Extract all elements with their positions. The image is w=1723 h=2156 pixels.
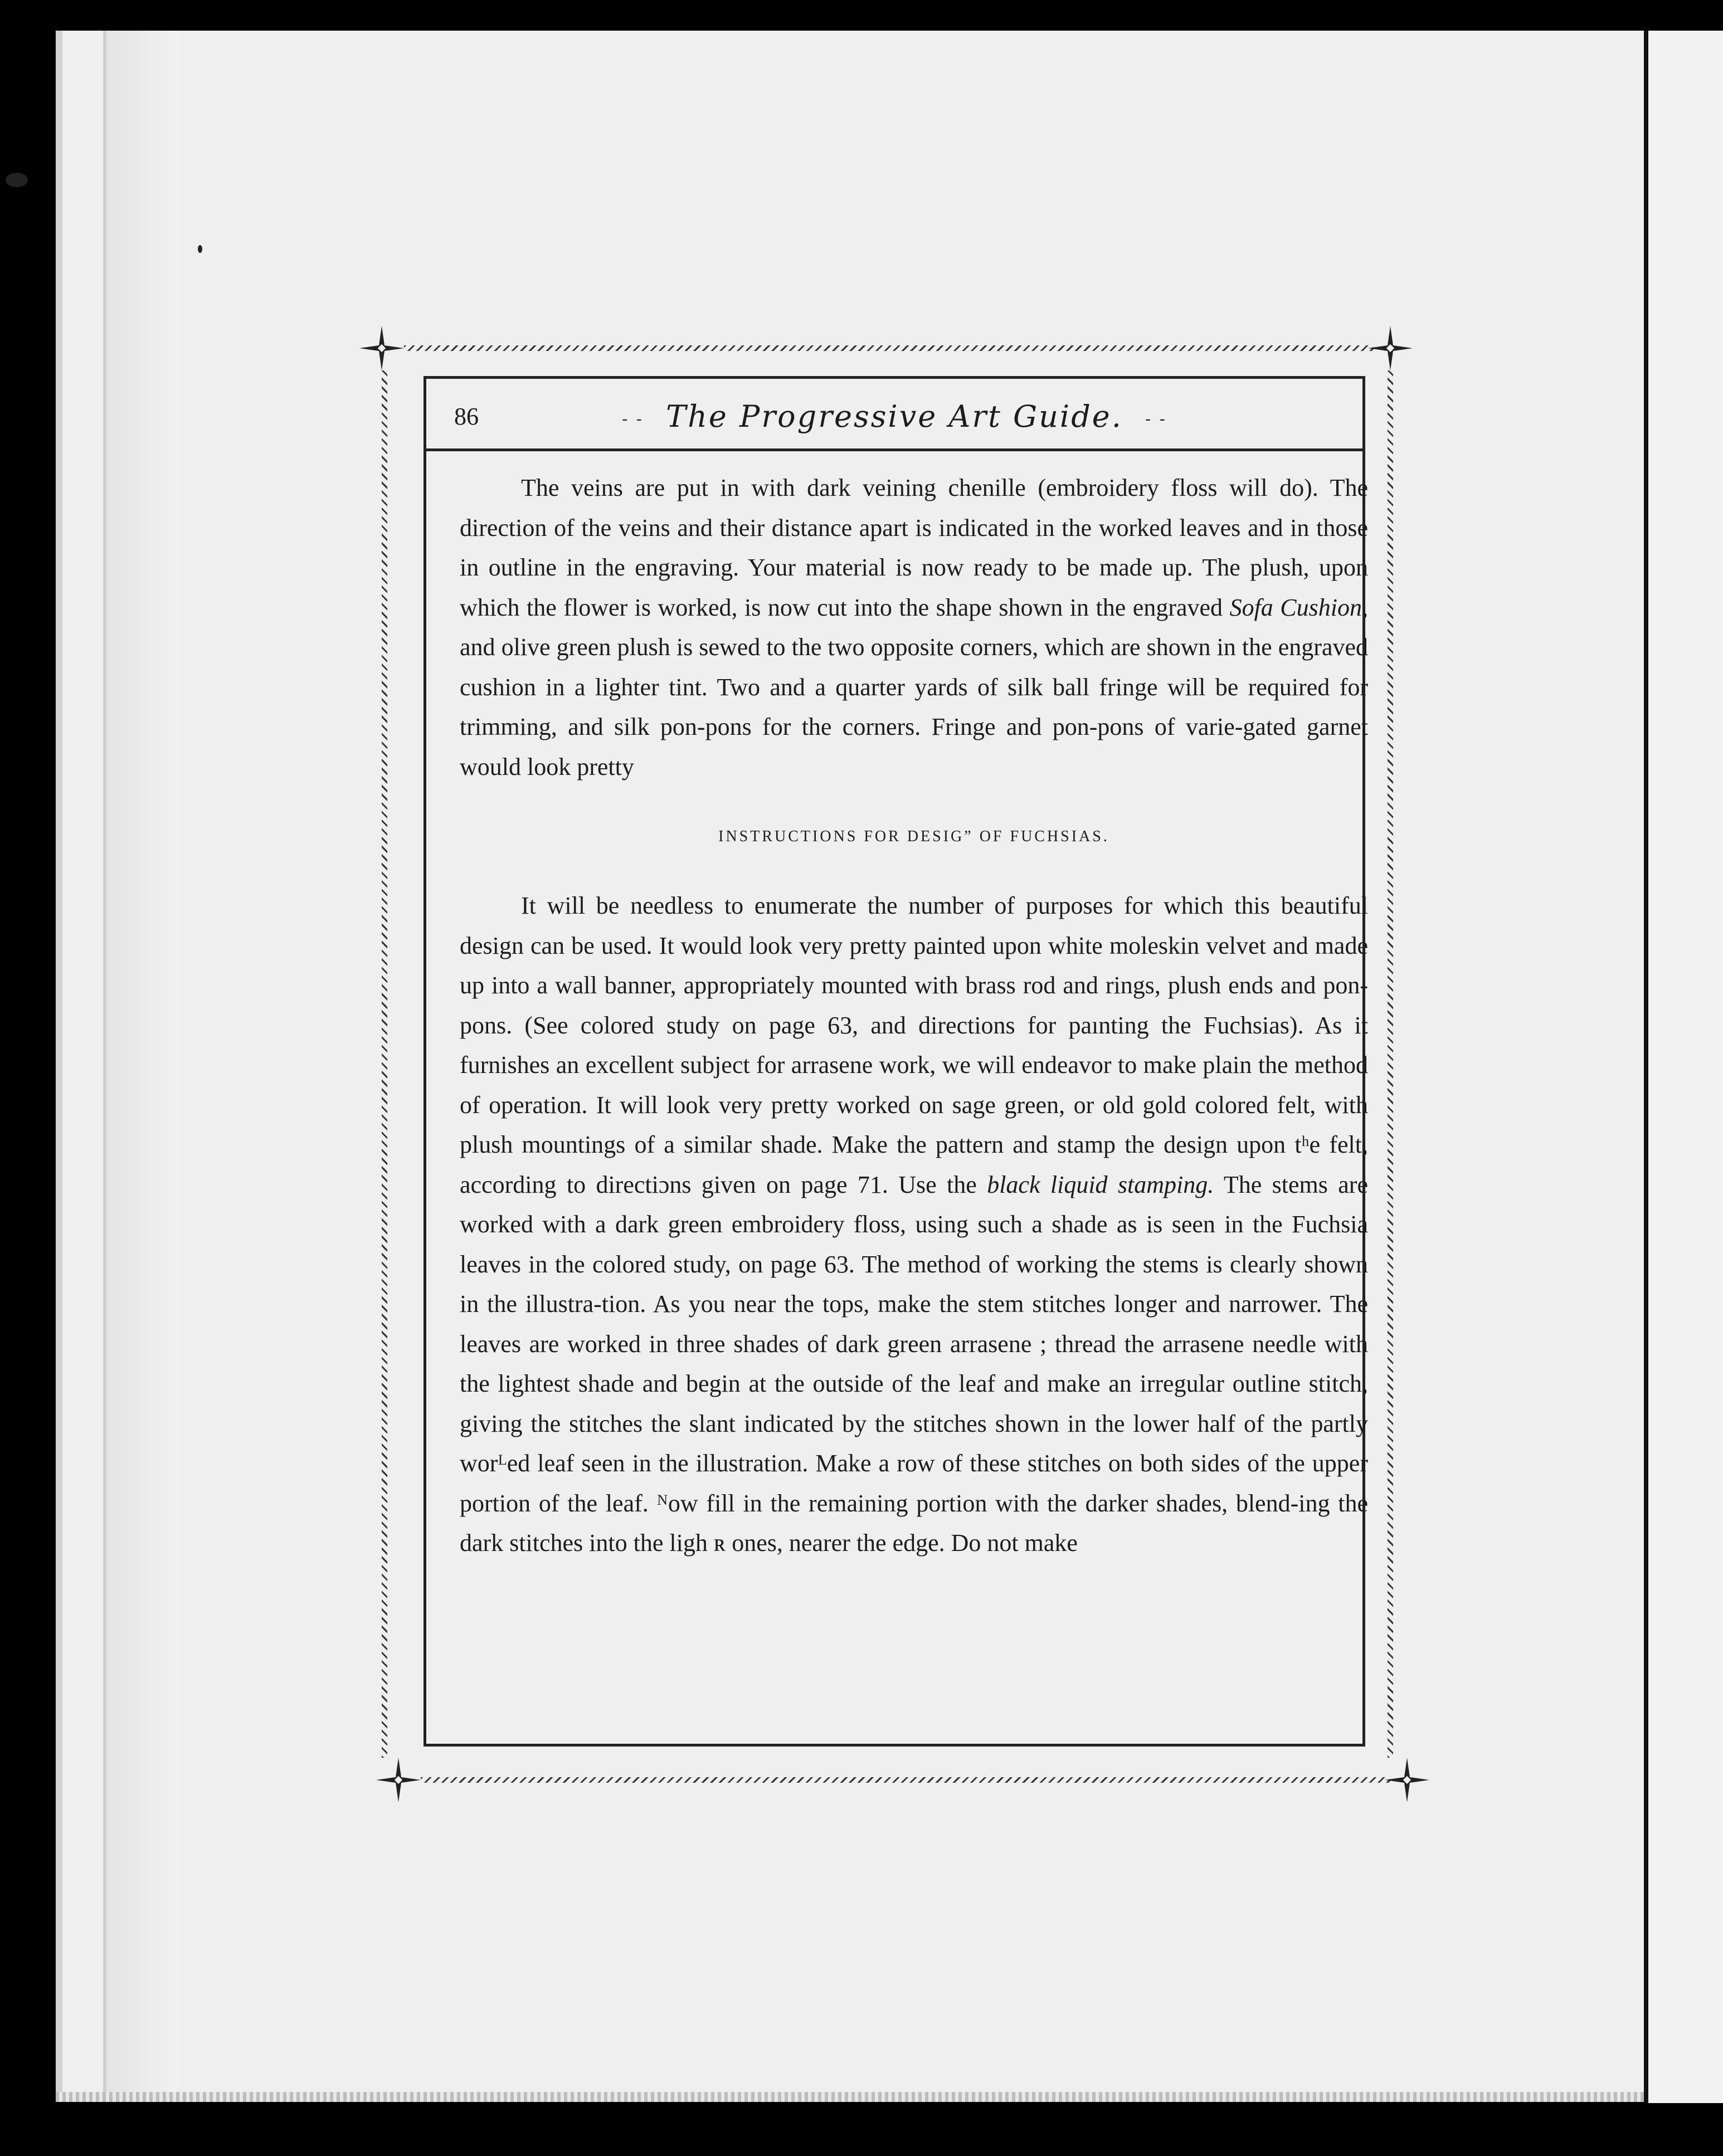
frame-border-top [404, 345, 1374, 351]
frame-border-left [382, 370, 387, 1758]
paragraph-text: It will be needless to enumerate the number of purposes for which this beautiful design can be used. It would look very pretty painted upon white moleskin velvet and made up into a wall banner, appropriately mounted with brass rod and rings, plush ends and pon-pons. (See colored study on page 63, and directions for paınting the Fuchsias). As it furnishes an excellent subject for arrasene work, we will endeavor to make plain the method of operation. It will look very pretty worked on sage green, or old gold colored felt, with plush mountings of a similar shade. Make the pattern and stamp the design upon tʰe felt, according to directiɔns given on page 71. Use the [460, 892, 1368, 1198]
frame-border-right [1388, 370, 1393, 1758]
adjacent-page-edge [1644, 31, 1723, 2103]
text-frame [424, 376, 1368, 1747]
paragraph [460, 468, 1368, 787]
corner-ornament-icon [373, 1755, 424, 1805]
italic-text: black liquid stamping. [987, 1170, 1214, 1198]
page-bottom-edge [56, 2092, 1644, 2102]
page-left-edge [56, 31, 62, 2092]
section-heading: INSTRUCTIONS FOR DESIGˮ OF FUCHSIAS. [718, 828, 1109, 845]
corner-ornament-icon [1382, 1755, 1432, 1805]
paragraph-text: The stems are worked with a dark green embroidery floss, using such a shade as is seen in the Fuchsia leaves in the colored study, on page 63. The method of working the stems is clearly shown in the illustra-tion. As you near the tops, make the stem stitches longer and narrower. The leaves are worked in three shades of dark green arrasene ; thread the arrasene needle with the lightest shade and begin at the outside of the leaf and make an irregular outline stitch, giving the stitches the slant indicated by the stitches shown in the lower half of the partly worᴸed leaf seen in the illustration. Make a row of these stitches on both sides of the upper portion of the leaf. ᴺow fill in the remaining portion with the darker shades, blend-ing the dark stitches into the ligh ʀ ones, nearer the edge. Do not make [460, 1170, 1368, 1557]
paragraph-text: The veins are put in with dark veining chenille (embroidery floss will do). The direction of the veins and their distance apart is indicated in the worked leaves and in those in outline in the engraving. Your material is now ready to be made up. The plush, upon which the flower is worked, is now cut into the shape shown in the engraved [460, 474, 1368, 621]
italic-text: Sofa Cushion, [1229, 593, 1368, 621]
book-title: The Progressive Art Guide. [666, 399, 1123, 434]
ornamental-frame [379, 345, 1415, 1783]
corner-ornament-icon [1365, 323, 1415, 373]
body-text [460, 468, 1368, 1563]
paragraph-text: and olive green plush is sewed to the two opposite corners, which are shown in the engraved cushion in a lighter tint. Two and a quarter yards of silk ball fringe will be required for trimming, and silk pon-pons for the corners. Fringe and pon-pons of varie-gated garnet would look pretty [460, 633, 1368, 781]
paragraph [460, 886, 1368, 1563]
title-ornament-left: - - [622, 409, 644, 429]
dust-speck [198, 245, 202, 253]
dust-speck [6, 173, 28, 187]
corner-ornament-icon [357, 323, 407, 373]
title-ornament-right: - - [1145, 409, 1167, 429]
running-title [426, 399, 1362, 434]
page-number: 86 [454, 403, 479, 430]
page-fold-shadow [103, 31, 179, 2092]
running-header [426, 379, 1362, 451]
frame-border-bottom [421, 1777, 1390, 1783]
